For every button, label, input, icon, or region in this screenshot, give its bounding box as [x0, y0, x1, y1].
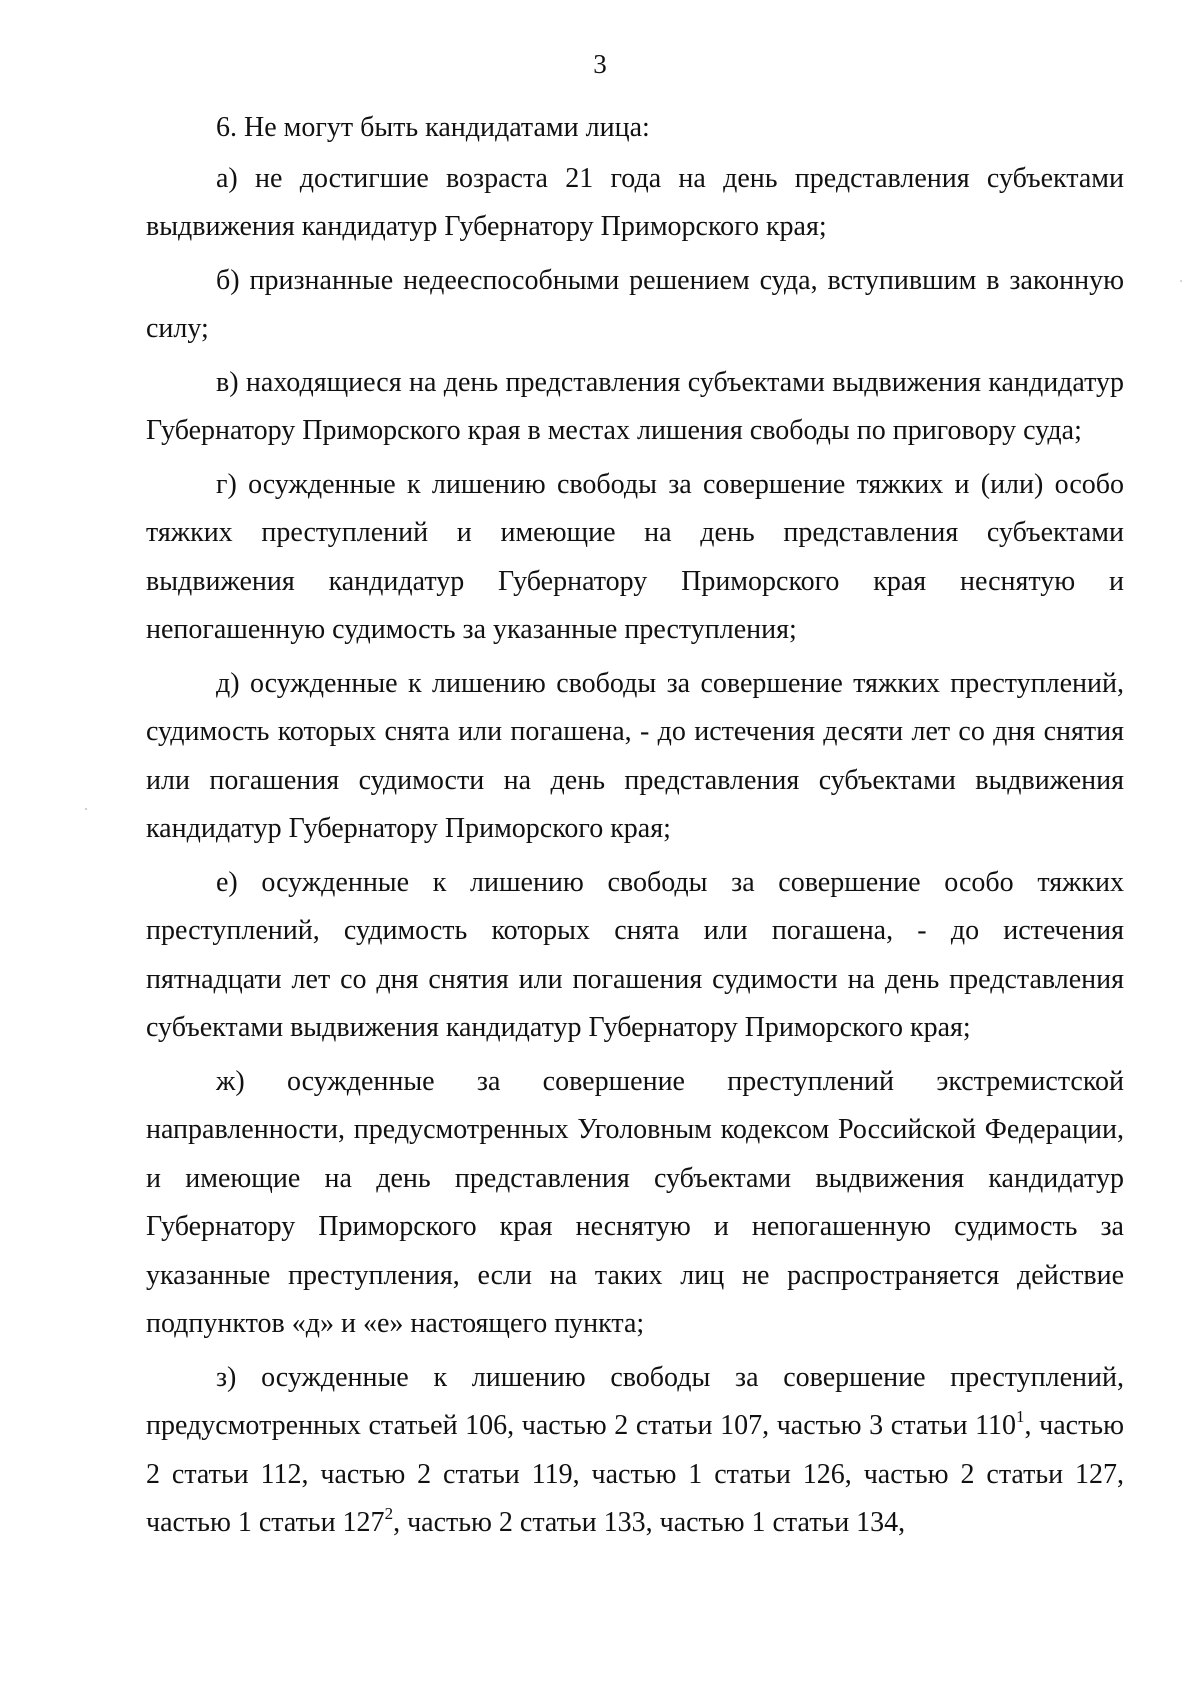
paragraph-item-a: а) не достигшие возраста 21 года на день представления субъектами выдвижения кандидатур Губернатору Приморского края;: [146, 162, 1124, 242]
paragraph-item-zh: ж) осужденные за совершение преступлений экстремистской направленности, предусмотренных Уголовным кодексом Российской Федерации, и имеющие на день представления субъектами выдвижения кандидатур Губернатору Приморского края неснятую и непогашенную судимость за указанные преступления, если на таких лиц не распространяется действие подпунктов «д» и «е» настоящего пункта;: [146, 1065, 1124, 1339]
paragraph-item-v: в) находящиеся на день представления субъектами выдвижения кандидатур Губернатору Приморского края в местах лишения свободы по приговору суда;: [146, 366, 1124, 446]
item-z-text-1: з) осужденные к лишению свободы за совершение преступлений, предусмотренных статьей 106, частью 2 статьи 107, частью 3 статьи 110: [146, 1361, 1124, 1441]
paragraph-item-d: д) осужденные к лишению свободы за совершение тяжких преступлений, судимость которых снята или погашена, - до истечения десяти лет со дня снятия или погашения судимости на день представления субъектами выдвижения кандидатур Губернатору Приморского края;: [146, 667, 1124, 844]
paragraph-6-heading: 6. Не могут быть кандидатами лица:: [216, 112, 650, 143]
paragraph-item-g: г) осужденные к лишению свободы за совершение тяжких и (или) особо тяжких преступлений и имеющие на день представления субъектами выдвижения кандидатур Губернатору Приморского края неснятую и непогашенную судимость за указанные преступления;: [146, 468, 1124, 645]
item-z-text-3: , частью 2 статьи 133, частью 1 статьи 134,: [393, 1507, 906, 1538]
superscript-2: 2: [384, 1504, 394, 1523]
paragraph-item-e: е) осужденные к лишению свободы за совершение особо тяжких преступлений, судимость которых снята или погашена, - до истечения пятнадцати лет со дня снятия или погашения судимости на день представления субъектами выдвижения кандидатур Губернатору Приморского края;: [146, 866, 1124, 1043]
document-body: [146, 104, 1124, 1553]
paragraph-item-b: б) признанные недееспособными решением суда, вступившим в законную силу;: [146, 264, 1124, 344]
superscript-1: 1: [1016, 1407, 1025, 1426]
scan-speck: [1180, 280, 1182, 282]
page-number: 3: [593, 49, 607, 79]
scan-speck: [85, 808, 87, 810]
item-z-text-2: , частью 2 статьи 112, частью 2 статьи 119, частью 1 статьи 126, частью 2 статьи 127, частью 1 статьи 127: [146, 1410, 1124, 1538]
paragraph-item-z: [146, 1354, 1124, 1548]
